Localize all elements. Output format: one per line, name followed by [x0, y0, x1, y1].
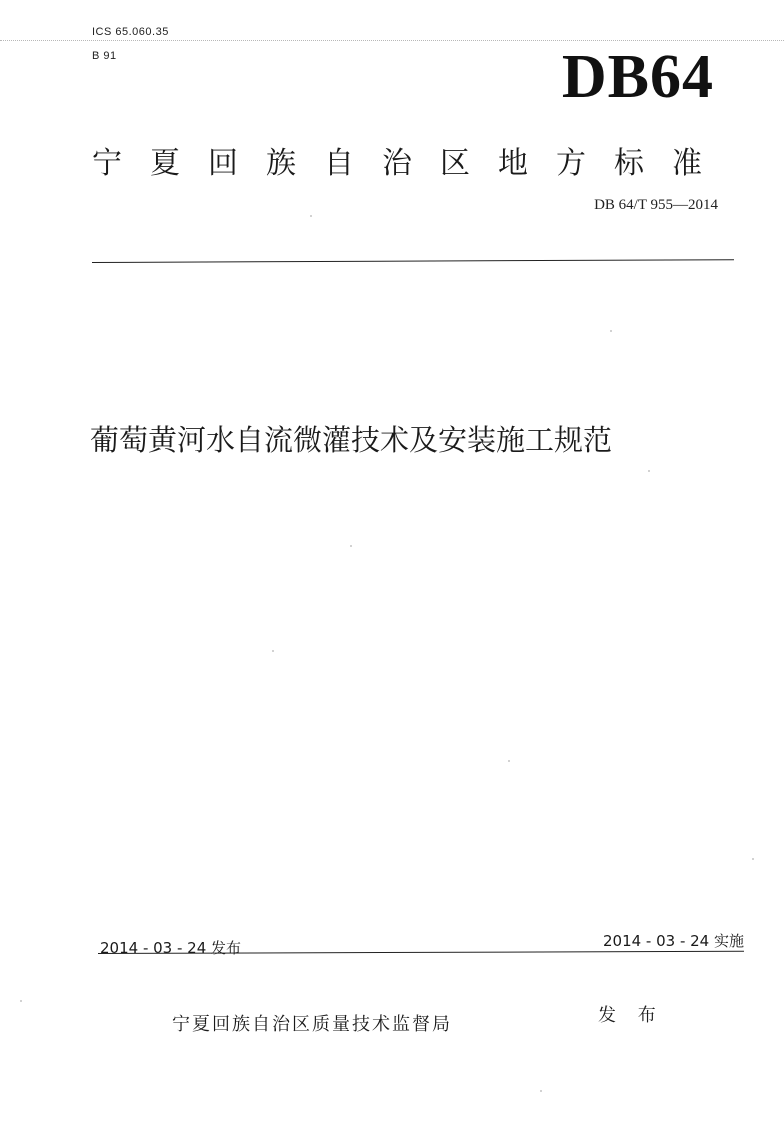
scan-speck — [350, 545, 352, 547]
scan-speck — [752, 858, 754, 860]
scan-speck — [648, 470, 650, 472]
standard-number: DB 64/T 955—2014 — [594, 197, 718, 213]
top-dotted-divider — [0, 40, 784, 41]
publishing-authority: 宁夏回族自治区质量技术监督局 — [172, 1014, 452, 1035]
standard-type-heading: 宁夏回族自治区地方标准 — [92, 146, 730, 181]
ccs-code: B 91 — [92, 50, 117, 62]
publish-label: 发 布 — [598, 1005, 664, 1026]
ics-code: ICS 65.060.35 — [92, 26, 169, 38]
header-divider — [92, 259, 734, 263]
issue-date: 2014 - 03 - 24 发布 — [100, 939, 242, 957]
scan-speck — [610, 330, 612, 332]
implementation-date: 2014 - 03 - 24 实施 — [602, 932, 744, 950]
scan-speck — [310, 215, 312, 217]
document-title: 葡萄黄河水自流微灌技术及安装施工规范 — [90, 423, 613, 457]
scan-speck — [272, 650, 274, 652]
scan-speck — [20, 1000, 22, 1002]
scan-speck — [508, 760, 510, 762]
scan-speck — [540, 1090, 542, 1092]
standard-prefix-code: DB64 — [561, 43, 714, 111]
